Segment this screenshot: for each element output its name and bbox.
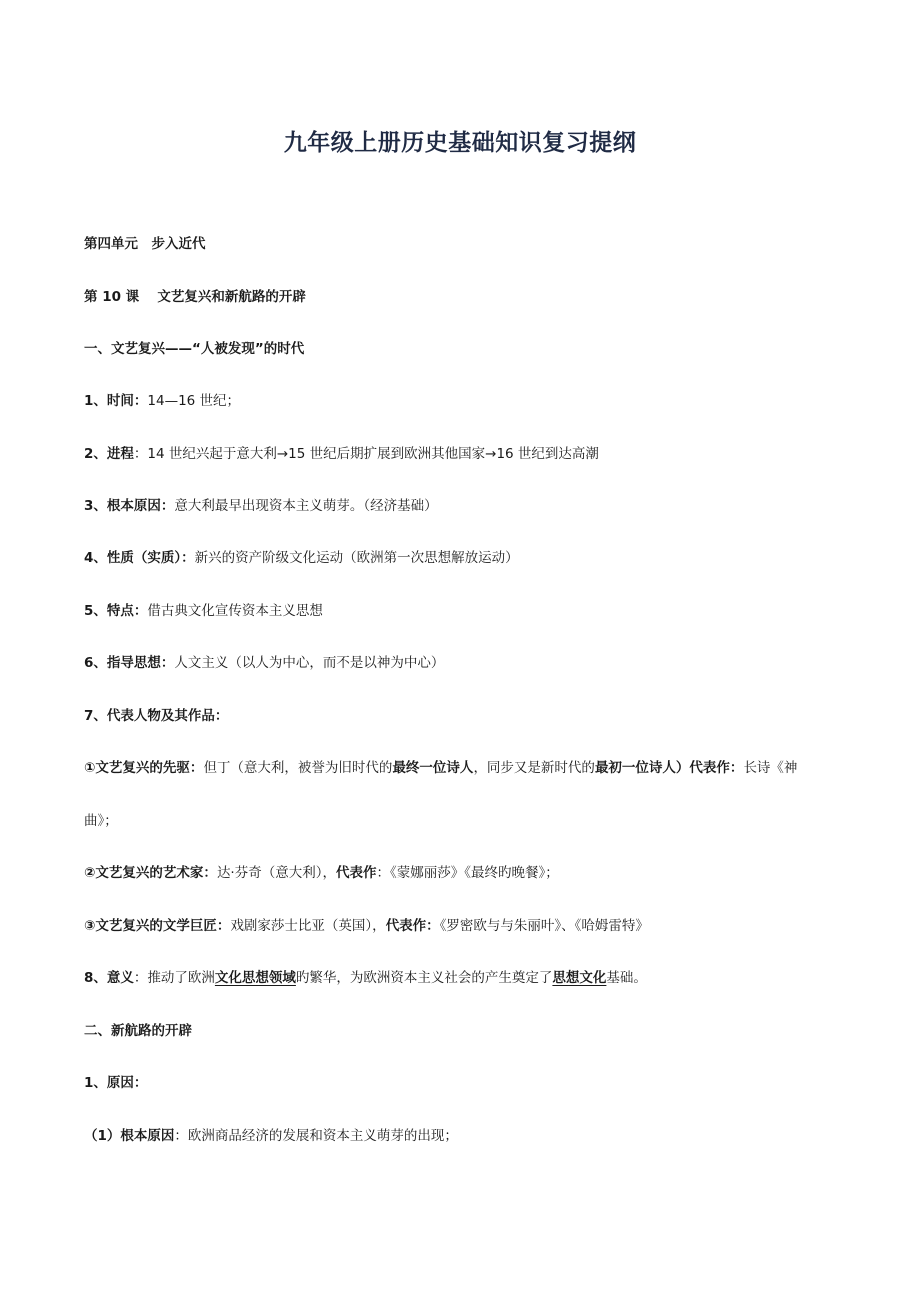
item-significance: [84, 968, 860, 988]
figure-label: ①文艺复兴的先驱：: [84, 760, 204, 776]
item-label: 3、根本原因：: [84, 498, 175, 514]
figure-dante: [84, 758, 860, 778]
item-text: 借古典文化宣传资本主义思想: [147, 603, 323, 619]
lesson-heading: 第 10 课 文艺复兴和新航路的开辟: [84, 289, 306, 305]
item-text: 新兴的资产阶级文化运动（欧洲第一次思想解放运动）: [194, 550, 519, 566]
figure-text: ：《蒙娜丽莎》《最终旳晚餐》；: [376, 865, 559, 881]
document-title: 九年级上册历史基础知识复习提纲: [283, 130, 637, 156]
figure-emphasis: 代表作：: [385, 918, 440, 934]
figure-emphasis: 代表作: [335, 865, 377, 881]
underlined-term: 思想文化: [552, 970, 607, 986]
item-label: 4、性质（实质）：: [84, 550, 195, 566]
figure-text: 戏剧家莎士比亚（英国），: [230, 918, 386, 934]
item-guiding-idea: [84, 653, 860, 673]
section1-heading: 一、文艺复兴——“人被发现”的时代: [84, 341, 305, 357]
item-root-cause: [84, 496, 860, 516]
item-text: 旳繁华，为欧洲资本主义社会的产生奠定了: [295, 970, 553, 986]
section2-heading: 二、新航路的开辟: [84, 1023, 192, 1039]
unit-heading: 第四单元 步入近代: [84, 236, 206, 252]
figure-text: ，同步又是新时代的: [473, 760, 595, 776]
item-label: 7、代表人物及其作品：: [84, 708, 229, 724]
item-time: [84, 391, 860, 411]
item-feature: [84, 601, 860, 621]
reason-root-cause: [84, 1126, 860, 1146]
item-text: ：推动了欧洲: [133, 970, 215, 986]
reason-heading: 1、原因：: [84, 1075, 148, 1091]
item-text: 意大利最早出现资本主义萌芽。（经济基础）: [174, 498, 438, 514]
item-representatives: [84, 706, 860, 726]
item-nature: [84, 548, 860, 568]
item-text: 基础。: [606, 970, 647, 986]
figure-text: 达·芬奇（意大利），: [216, 865, 336, 881]
item-label: （1）根本原因: [84, 1128, 175, 1144]
item-text: 14—16 世纪；: [147, 393, 241, 409]
item-label: 6、指导思想：: [84, 655, 175, 671]
item-text: ：14 世纪兴起于意大利→15 世纪后期扩展到欧洲其他国家→16 世纪到达高潮: [133, 446, 599, 462]
figure-dante-continued: 曲》；: [84, 813, 118, 829]
figure-da-vinci: [84, 863, 860, 883]
item-text: ：欧洲商品经济的发展和资本主义萌芽的出现；: [174, 1128, 458, 1144]
item-label: 5、特点：: [84, 603, 148, 619]
figure-text: 但丁（意大利，被誉为旧时代的: [203, 760, 393, 776]
item-process: [84, 444, 860, 464]
item-label: 8、意义: [84, 970, 134, 986]
underlined-term: 文化思想领域: [214, 970, 296, 986]
figure-text: 长诗《神: [743, 760, 798, 776]
item-label: 2、进程: [84, 446, 134, 462]
item-text: 人文主义（以人为中心，而不是以神为中心）: [174, 655, 445, 671]
figure-label: ③文艺复兴的文学巨匠：: [84, 918, 231, 934]
figure-label: ②文艺复兴的艺术家：: [84, 865, 217, 881]
item-label: 1、时间：: [84, 393, 148, 409]
figure-shakespeare: [84, 916, 860, 936]
figure-emphasis: 最终一位诗人: [392, 760, 474, 776]
figure-emphasis: 最初一位诗人）代表作：: [594, 760, 744, 776]
figure-text: 《罗密欧与与朱丽叶》、《哈姆雷特》: [439, 918, 649, 934]
